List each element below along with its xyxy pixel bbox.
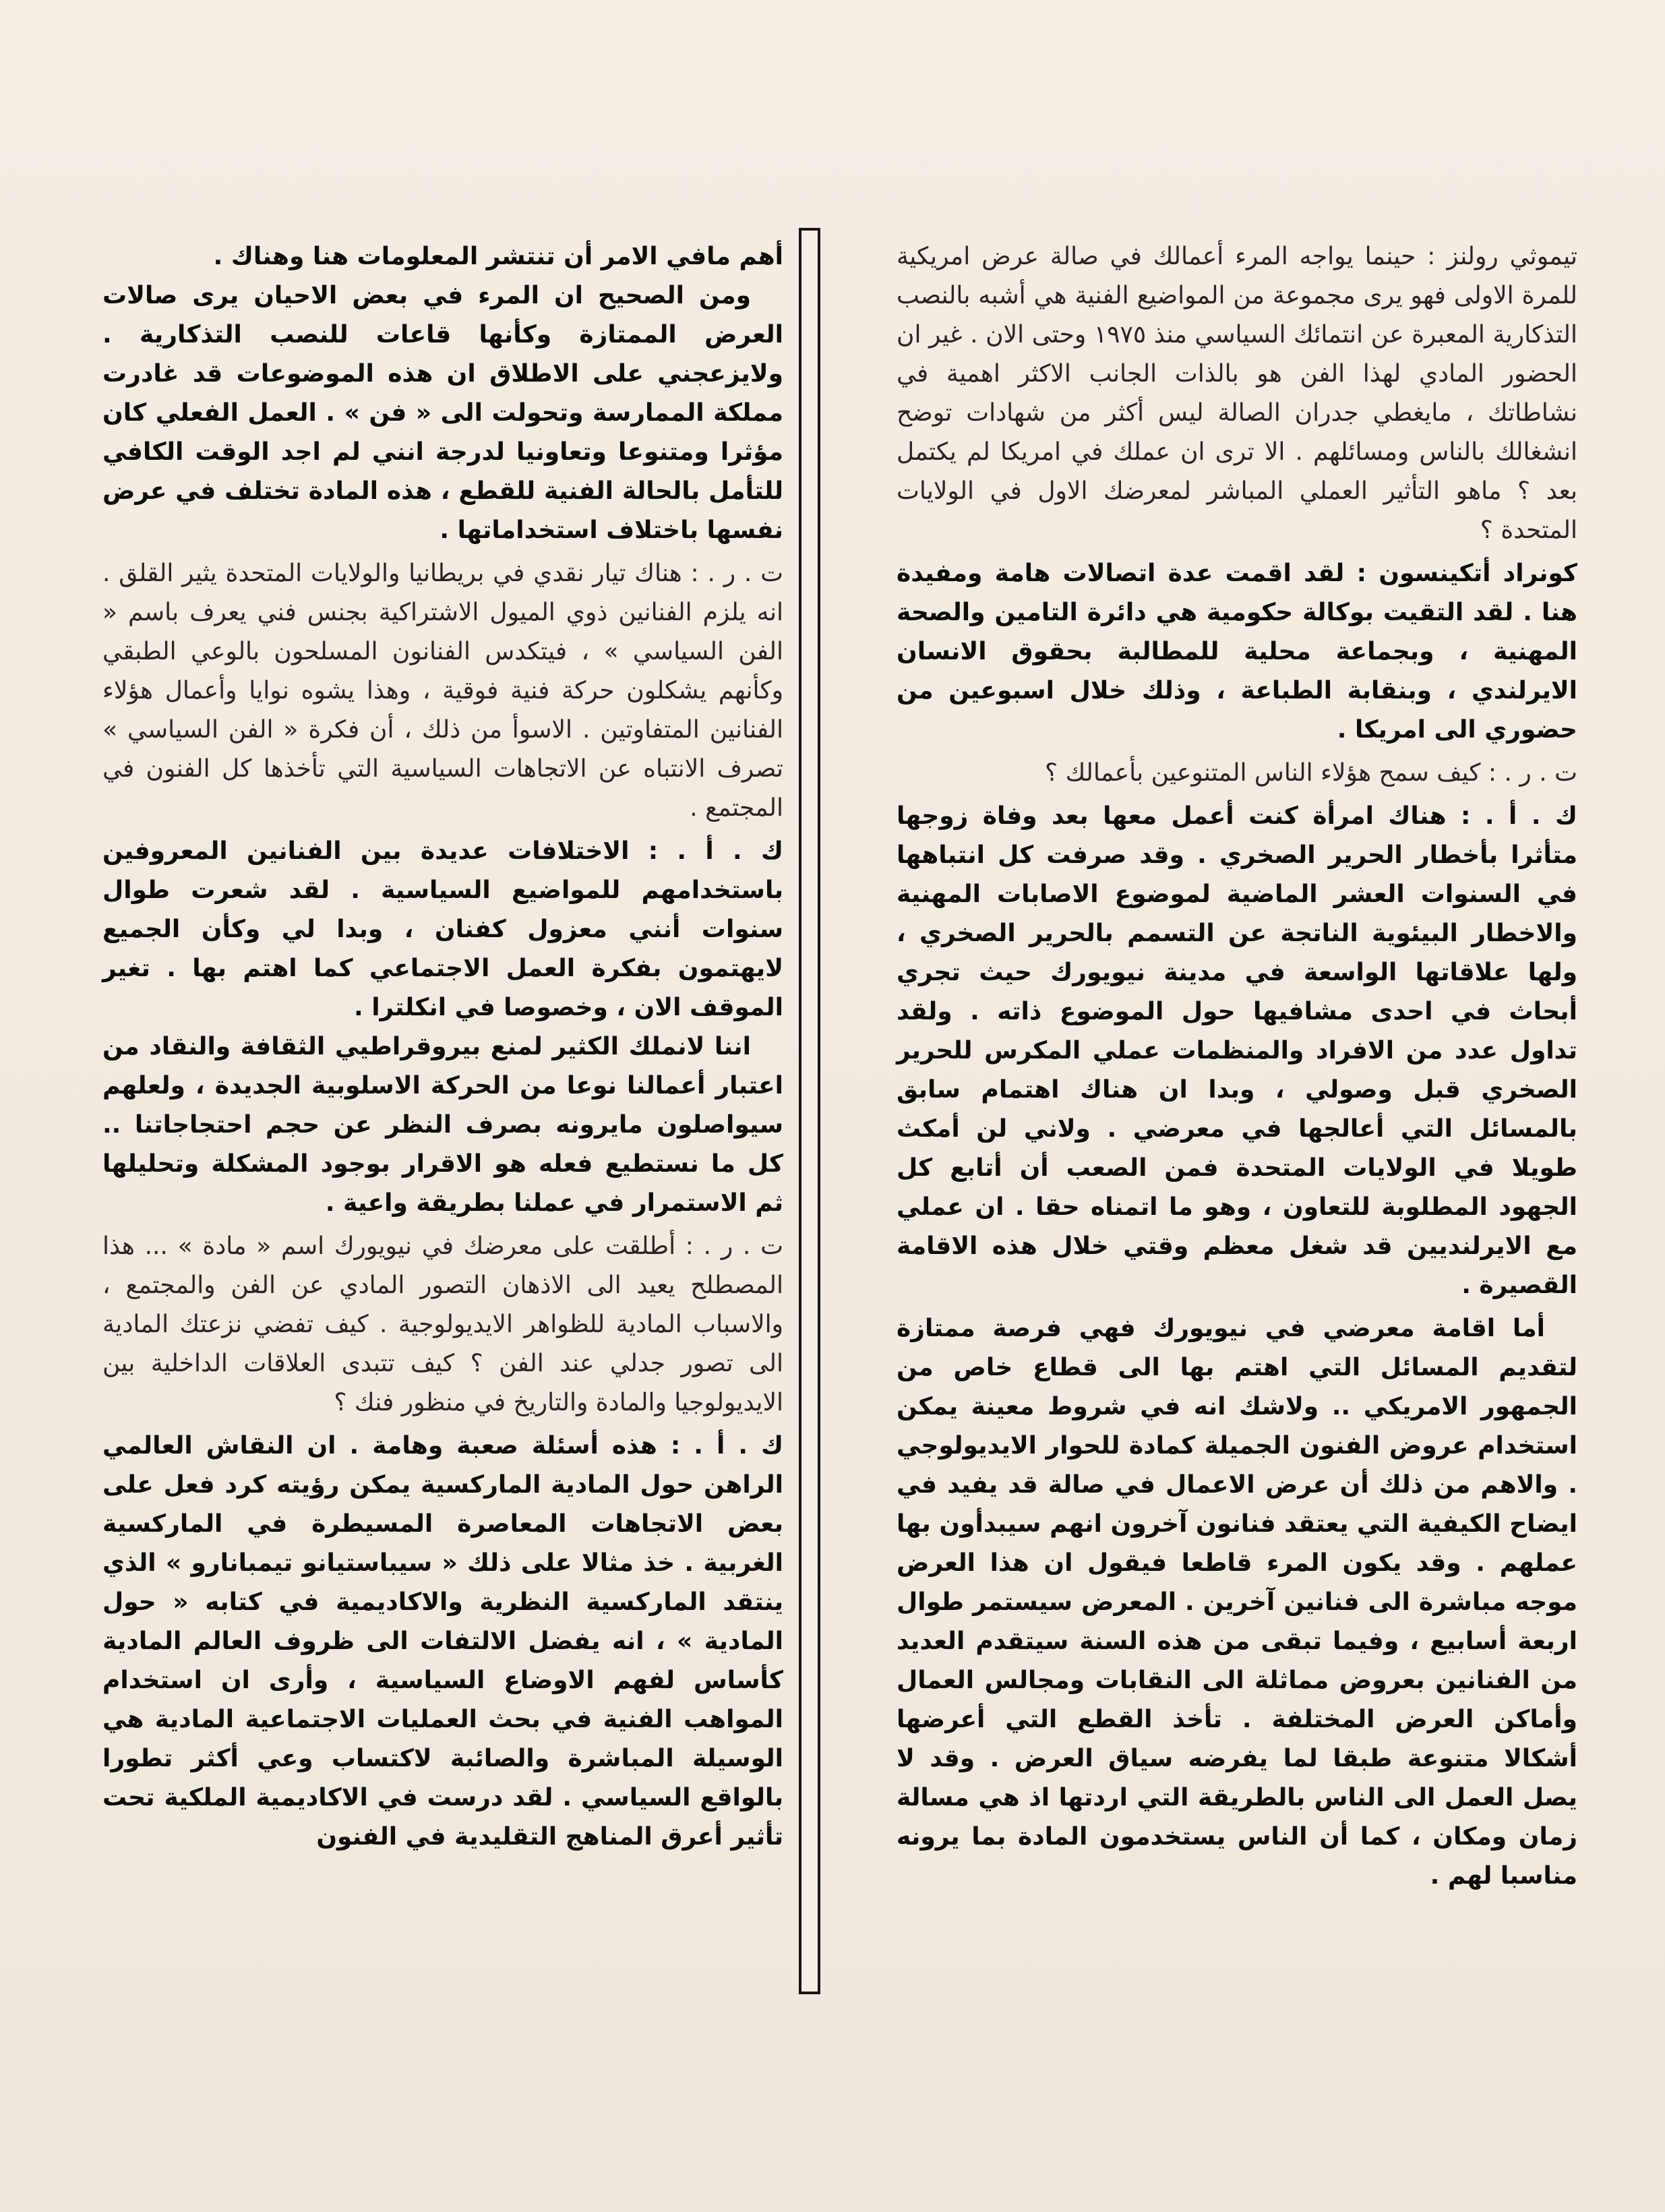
right-para-5: أما اقامة معرضي في نيويورك فهي فرصة ممتازة لتقديم المسائل التي اهتم بها الى قطاع خاص من الجمهور الامريكي .. ولاشك انه في شروط معينة يمكن استخدام عروض الفنون الجميلة كمادة للحوار الايديولوجي . والاهم من ذلك أن عرض الاعمال في صالة قد يفيد في ايضاح الكيفية التي يعتقد فنانون آخرون انهم سيبدأون بها عملهم . وقد يكون المرء قاطعا فيقول ان هذا العرض موجه مباشرة الى فنانين آخرين . المعرض سيستمر طوال اربعة أسابيع ، وفيما تبقى من هذه السنة سيتقدم العديد من الفنانين بعروض مماثلة الى النقابات ومجالس العمال وأماكن العرض المختلفة . تأخذ القطع التي أعرضها أشكالا متنوعة طبقا لما يفرضه سياق العرض . وقد لا يصل العمل الى الناس بالطريقة التي اردتها اذ هي مسالة زمان ومكان ، كما أن الناس يستخدمون المادة بما يرونه مناسبا لهم .: [897, 1315, 1577, 1890]
left-para-3: ت . ر . : هناك تيار نقدي في بريطانيا والولايات المتحدة يثير القلق . انه يلزم الفنانين ذوي الميول الاشتراكية بجنس فني يعرف باسم « الفن السياسي » ، فيتكدس الفنانون المسلحون بالوعي الطبقي وكأنهم يشكلون حركة فنية فوقية ، وهذا يشوه نوايا وأعمال هؤلاء الفنانين المتفاوتين . الاسوأ من ذلك ، أن فكرة « الفن السياسي » تصرف الانتباه عن الاتجاهات السياسية التي تأخذها كل الفنون في المجتمع .: [102, 560, 783, 822]
left-para-5: اننا لانملك الكثير لمنع بيروقراطيي الثقافة والنقاد من اعتبار أعمالنا نوعا من الحركة الاسلوبية الجديدة ، ولعلهم سيواصلون مايرونه بصرف النظر عن حجم احتجاجاتنا .. كل ما نستطيع فعله هو الاقرار بوجود المشكلة وتحليلها ثم الاستمرار في عملنا بطريقة واعية .: [102, 1033, 783, 1217]
left-para-1: أهم مافي الامر أن تنتشر المعلومات هنا وهناك .: [213, 243, 783, 270]
left-para-2: ومن الصحيح ان المرء في بعض الاحيان يرى صالات العرض الممتازة وكأنها قاعات للنصب التذكارية . ولايزعجني على الاطلاق ان هذه الموضوعات قد غادرت مملكة الممارسة وتحولت الى « فن » . العمل الفعلي كان مؤثرا ومتنوعا وتعاونيا لدرجة انني لم اجد الوقت الكافي للتأمل بالحالة الفنية للقطع ، هذه المادة تختلف في عرض نفسها باختلاف استخداماتها .: [102, 282, 783, 544]
right-column: [897, 237, 1577, 1896]
left-para-7: ك . أ . : هذه أسئلة صعبة وهامة . ان النقاش العالمي الراهن حول المادية الماركسية يمكن رؤيته كرد فعل على بعض الاتجاهات المعاصرة المسيطرة في الماركسية الغربية . خذ مثالا على ذلك « سيباستيانو تيمبانارو » الذي ينتقد الماركسية النظرية والاكاديمية في كتابه « حول المادية » ، انه يفضل الالتفات الى ظروف العالم المادية كأساس لفهم الاوضاع السياسية ، وأرى ان استخدام المواهب الفنية في بحث العمليات الاجتماعية المادية هي الوسيلة المباشرة والصائبة لاكتساب وعي أكثر تطورا بالواقع السياسي . لقد درست في الاكاديمية الملكية تحت تأثير أعرق المناهج التقليدية في الفنون: [102, 1432, 783, 1851]
left-para-4: ك . أ . : الاختلافات عديدة بين الفنانين المعروفين باستخدامهم للمواضيع السياسية . لقد شعرت طوال سنوات أنني معزول كفنان ، وبدا لي وكأن الجميع لايهتمون بفكرة العمل الاجتماعي كما اهتم بها . تغير الموقف الان ، وخصوصا في انكلترا .: [102, 837, 783, 1021]
left-para-6: ت . ر . : أطلقت على معرضك في نيويورك اسم « مادة » ... هذا المصطلح يعيد الى الاذهان التصور المادي عن الفن والمجتمع ، والاسباب المادية للظواهر الايديولوجية . كيف تفضي نزعتك المادية الى تصور جدلي عند الفن ؟ كيف تتبدى العلاقات الداخلية بين الايديولوجيا والمادة والتاريخ في منظور فنك ؟: [102, 1232, 783, 1416]
left-column: [102, 237, 783, 1857]
right-para-2: كونراد أتكينسون : لقد اقمت عدة اتصالات هامة ومفيدة هنا . لقد التقيت بوكالة حكومية هي دائرة التامين والصحة المهنية ، وبجماعة محلية للمطالبة بحقوق الانسان الايرلندي ، وبنقابة الطباعة ، وذلك خلال اسبوعين من حضوري الى امريكا .: [897, 560, 1577, 744]
column-divider: [799, 228, 820, 1994]
right-para-4: ك . أ . : هناك امرأة كنت أعمل معها بعد وفاة زوجها متأثرا بأخطار الحرير الصخري . وقد صرفت كل انتباهها في السنوات العشر الماضية لموضوع الاصابات المهنية والاخطار البيئوية الناتجة عن التسمم بالحرير الصخري ، ولها علاقاتها الواسعة في مدينة نيويورك حيث تجري أبحاث في احدى مشافيها حول الموضوع ذاته . ولقد تداول عدد من الافراد والمنظمات عملي المكرس للحرير الصخري قبل وصولي ، وبدا ان هناك اهتمام سابق بالمسائل التي أعالجها في معرضي . ولاني لن أمكث طويلا في الولايات المتحدة فمن الصعب أن أتابع كل الجهود المطلوبة للتعاون ، وهو ما اتمناه حقا . ان عملي مع الايرلنديين قد شغل معظم وقتي خلال هذه الاقامة القصيرة .: [897, 802, 1577, 1299]
right-para-3: ت . ر . : كيف سمح هؤلاء الناس المتنوعين بأعمالك ؟: [1045, 759, 1577, 787]
right-para-1: تيموثي رولنز : حينما يواجه المرء أعمالك في صالة عرض امريكية للمرة الاولى فهو يرى مجموعة من المواضيع الفنية هي أشبه بالنصب التذكارية المعبرة عن انتمائك السياسي منذ ١٩٧٥ وحتى الان . غير ان الحضور المادي لهذا الفن هو بالذات الجانب الاكثر اهمية في نشاطاتك ، مايغطي جدران الصالة ليس أكثر من شهادات توضح انشغالك بالناس ومسائلهم . الا ترى ان عملك في امريكا لم يكتمل بعد ؟ ماهو التأثير العملي المباشر لمعرضك الاول في الولايات المتحدة ؟: [897, 243, 1577, 544]
